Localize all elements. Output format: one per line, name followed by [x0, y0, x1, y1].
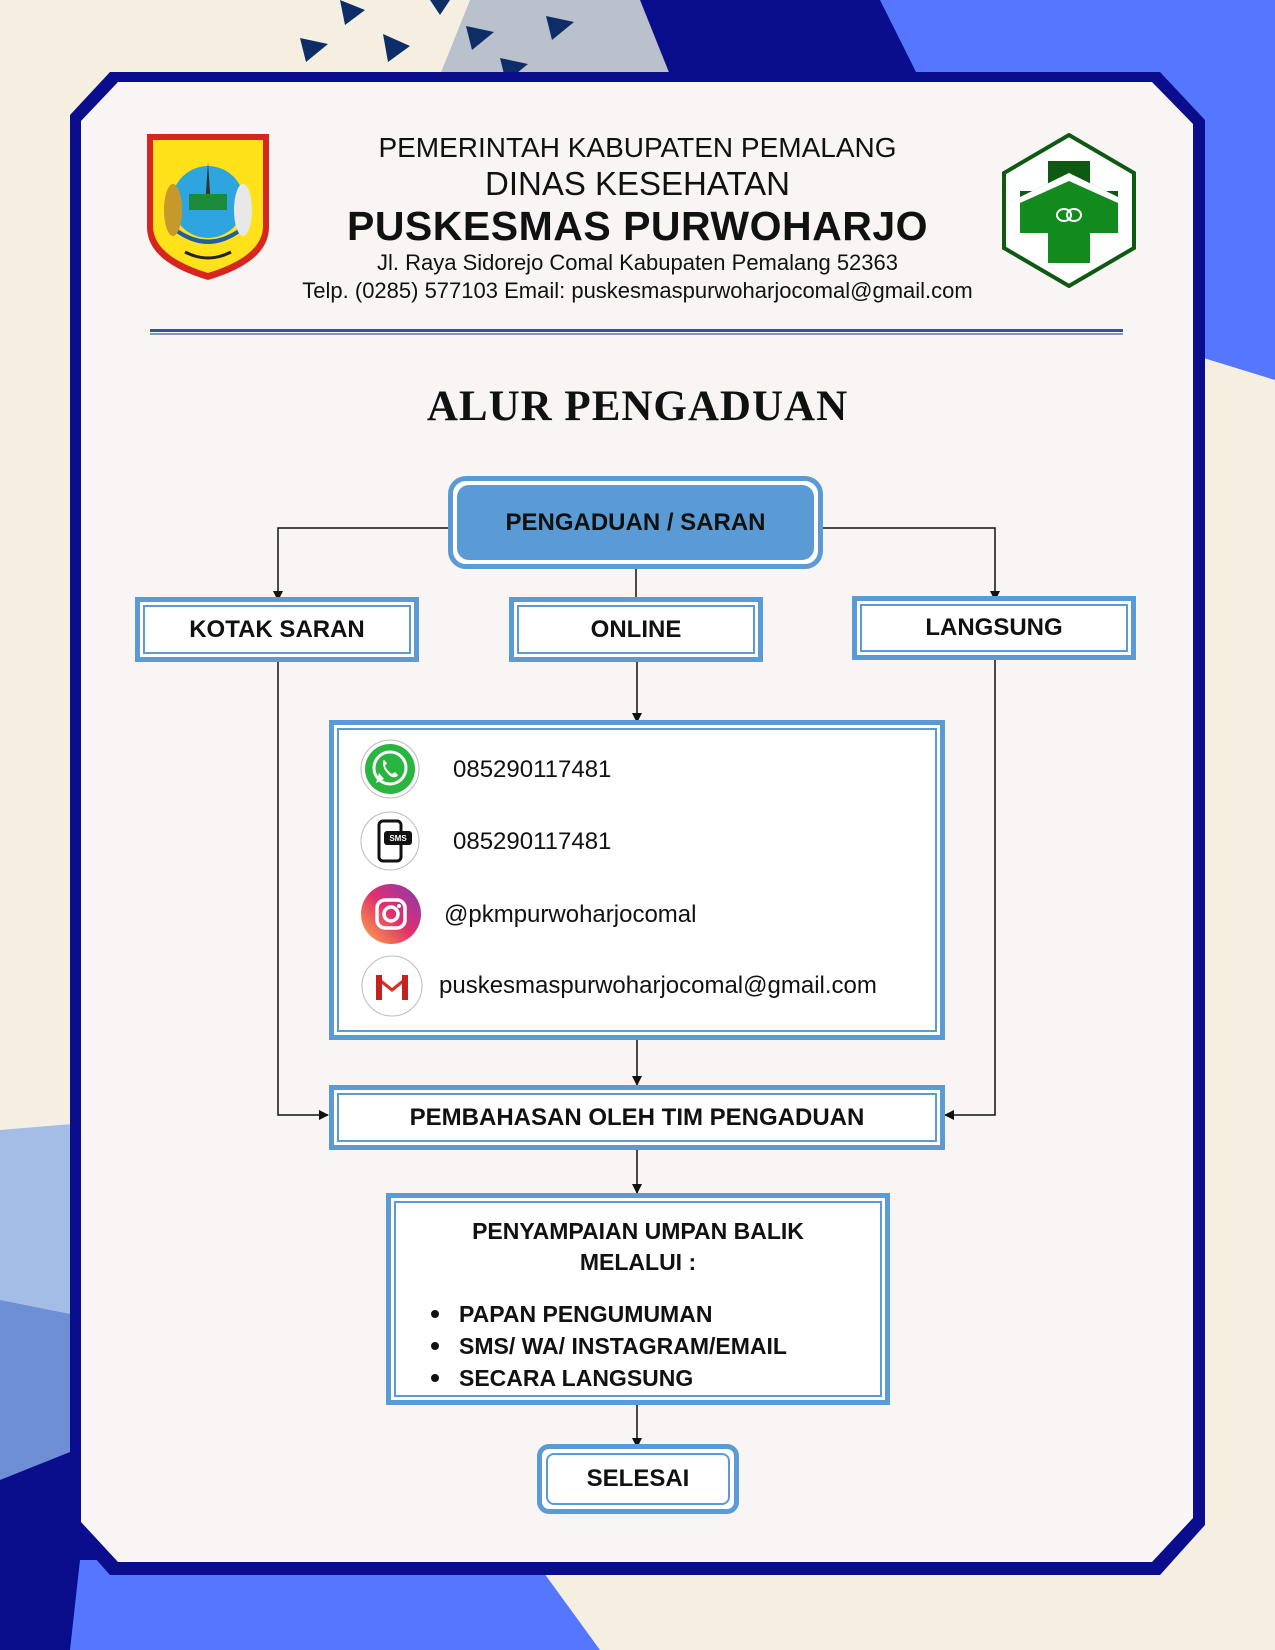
header-government: PEMERINTAH KABUPATEN PEMALANG	[378, 132, 897, 163]
end-box	[537, 1444, 739, 1514]
discussion-label: PEMBAHASAN OLEH TIM PENGADUAN	[409, 1103, 865, 1131]
online-contacts-box	[329, 720, 945, 1040]
instagram-icon	[360, 883, 422, 945]
list-item	[431, 1330, 787, 1362]
feedback-item-label: PAPAN PENGUMUMAN	[459, 1301, 713, 1327]
bullet-icon	[431, 1374, 439, 1382]
feedback-heading	[391, 1216, 885, 1278]
channel-direct-label: LANGSUNG	[925, 614, 1063, 641]
gmail-icon	[361, 955, 423, 1017]
channel-direct	[852, 596, 1136, 660]
channel-suggestion-box	[135, 597, 419, 662]
sms-number: 085290117481	[453, 828, 612, 855]
discussion-box	[329, 1085, 945, 1150]
header-institution: PUSKESMAS PURWOHARJO	[346, 203, 929, 249]
feedback-item-label: SMS/ WA/ INSTAGRAM/EMAIL	[459, 1333, 787, 1359]
end-label: SELESAI	[586, 1465, 690, 1492]
header-contact: Telp. (0285) 577103 Email: puskesmaspurwoharjocomal@gmail.com	[302, 278, 973, 303]
email-address: puskesmaspurwoharjocomal@gmail.com	[439, 972, 877, 999]
page-title: ALUR PENGADUAN	[426, 383, 849, 430]
feedback-list	[431, 1298, 787, 1394]
feedback-heading-line2: MELALUI :	[579, 1249, 697, 1275]
list-item	[431, 1298, 787, 1330]
instagram-handle: @pkmpurwoharjocomal	[444, 901, 697, 928]
feedback-heading-line1: PENYAMPAIAN UMPAN BALIK	[472, 1218, 804, 1244]
header-address: Jl. Raya Sidorejo Comal Kabupaten Pemalang 52363	[377, 250, 898, 275]
complaint-suggestion-label: PENGADUAN / SARAN	[505, 508, 766, 536]
channel-online-label: ONLINE	[590, 615, 682, 643]
svg-text:SMS: SMS	[389, 834, 407, 843]
feedback-box	[386, 1193, 890, 1405]
channel-online	[509, 597, 763, 662]
whatsapp-number: 085290117481	[453, 756, 612, 783]
sms-icon	[360, 811, 420, 871]
bullet-icon	[431, 1342, 439, 1350]
complaint-suggestion-box	[448, 476, 823, 569]
whatsapp-icon	[360, 739, 420, 799]
header-department: DINAS KESEHATAN	[484, 165, 790, 202]
bullet-icon	[431, 1310, 439, 1318]
feedback-item-label: SECARA LANGSUNG	[459, 1365, 694, 1391]
list-item	[431, 1362, 787, 1394]
channel-suggestion-box-label: KOTAK SARAN	[189, 615, 365, 643]
